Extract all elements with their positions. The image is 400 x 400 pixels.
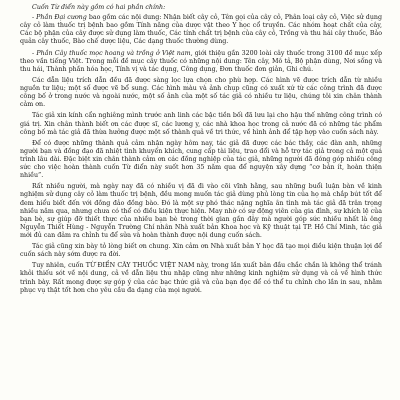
paragraph-gratitude-colleagues	[20, 140, 382, 180]
paragraph-text: Để có được những thành quả cảm nhận ngày hôm nay, tác giả đã được các bác thầy, các đàn anh, những người bạn và đồng đạo đã nhiệt tình khuyến khích, cung cấp tài liệu, trao đổi và hỗ trợ tác giả trong cả một quá trình lâu dài. Đặc biệt xin chân thành cảm ơn các đồng nghiệp của tác giả, những người đã đóng góp nhiều công sức cho việc hoàn thành cuốn Từ điển này suốt hơn 35 năm qua để nguyện xây dựng “cơ bản ít, hoàn thiện nhiều”.	[20, 139, 382, 180]
paragraph-thanks-publisher	[20, 243, 382, 259]
paragraph-text: Tác giả cũng xin bày tỏ lòng biết ơn chung. Xin cảm ơn Nhà xuất bản Y học đã tạo mọi điều kiện thuận lợi để cuốn sách này sớm được ra đời.	[20, 243, 382, 259]
paragraph-text: Các dẫn liệu trích dẫn đều đã được sàng lọc lựa chọn cho phù hợp. Các hình vẽ được trích dẫn từ nhiều nguồn tư liệu; một số được vẽ bổ sung. Các hình màu và ảnh chụp cũng có xuất xứ từ các công trình đã được công bố ở trong nước và ngoài nước, một số ảnh của một số tác giả có nhiều tư liệu, chúng tôi xin chân thành cảm ơn.	[20, 76, 382, 109]
paragraph-gratitude-predecessors	[20, 112, 382, 136]
intro-text: Cuốn Từ điển này gồm có hai phần chính:	[32, 4, 166, 11]
paragraph-plants-section	[20, 50, 382, 74]
paragraph-text: Tác giả xin kính cẩn nghiêng mình trước anh linh các bậc tiền bối đã lưu lại cho hậu thế những công trình có giá trị. Xin chân thành biết ơn các được sĩ, các lương y, các nhà khoa học trong cả nước đã có những tác phẩm công bố mà tác giả đã thừa hưởng được một số thành quả về tri thức, về hình ảnh để tập hợp vào cuốn sách này.	[20, 112, 382, 136]
paragraph-text: Tuy nhiên, cuốn TỪ ĐIỂN CÂY THUỐC VIỆT NAM này, trong lần xuất bản đầu chắc chắn là không thể tránh khỏi thiếu sót về nội dung, cả về dẫn liệu thu nhập cũng như những kinh nghiệm sử dụng và cả về hình thức trình bày. Rất mong được sự góp ý của các bạc thức giả và của bạn đọc để có thể tu chỉnh cho lần in sau, nhằm phục vụ thật tốt hơn cho yêu cầu đa dạng của mọi người.	[20, 262, 382, 294]
intro-paragraph	[20, 4, 382, 12]
paragraph-history	[20, 183, 382, 239]
paragraph-lead: Phần Cây thuốc mọc hoang và trồng ở Việt nam,	[36, 49, 193, 57]
paragraph-text: Rất nhiều người, mà ngày nay đã có nhiều vị đã đi vào cõi vĩnh hằng, sau những buổi luận bàn về kinh nghiệm sử dụng cây cỏ làm thuốc trị bệnh, đều mong muốn tác giả dùng phủ lòng tin của họ mà chắp bút tốt để đem hiểu biết đến với đồng đảo đồng bào. Đó là một sự phó thác nặng nghĩa ân tình mà tác giả đã trân trọng nhiều năm qua, nhưng chưa có thể có điều kiện thực hiện. May nhờ có sự động viên của gia đình, sự khích lệ của bạn bè, sự giúp đỡ thiết thực của nhiều bạn bè trong thời gian gần đây mà người góp sức nhiều nhất là ông Nguyễn Thiết Hùng - Nguyễn Trường Chí nhân Nhà xuất bản Khoa học và Kỹ thuật tại TP. Hồ Chí Minh, tác giả mới đủ can đảm ra chỉnh tu để sửa và hoàn thành được nội dung cuốn sách.	[20, 183, 382, 239]
paragraph-prefix: -	[32, 49, 37, 57]
paragraph-sources	[20, 77, 382, 109]
paragraph-closing	[20, 262, 382, 294]
paragraph-general-section	[20, 14, 382, 46]
paragraph-prefix: -	[32, 14, 37, 22]
paragraph-text: bao gồm các nội dung: Nhận biết cây cỏ, Tên gọi của cây cỏ, Phân loại cây cỏ, Việc sử dụng cây cỏ làm thuốc trị bệnh bao gồm Tính năng của dược vật theo Y học cổ truyền. Các nhóm hoạt chất của cây, Các bộ phận của cây được sử dụng làm thuốc, Các tính chất trị bệnh của cây cỏ, Trồng và thu hái cây thuốc, Bảo quản cây thuốc, Bào chế dược liệu, Các dạng thuốc thường dùng.	[20, 14, 382, 46]
paragraph-lead: Phần Đại cương	[36, 14, 87, 22]
paragraph-text: giới thiệu gần 3200 loài cây thuốc trong 3100 đề mục xếp theo vần tiếng Việt. Trong mỗi đề mục cây thuốc có những nội dung: Tên cây, Mô tả, Bộ phận dùng, Nơi sống và thu hái, Thành phần hóa học, Tính vị và tác dụng, Công dụng, Đơn thuốc đơn giản, Ghi chú.	[20, 49, 382, 73]
